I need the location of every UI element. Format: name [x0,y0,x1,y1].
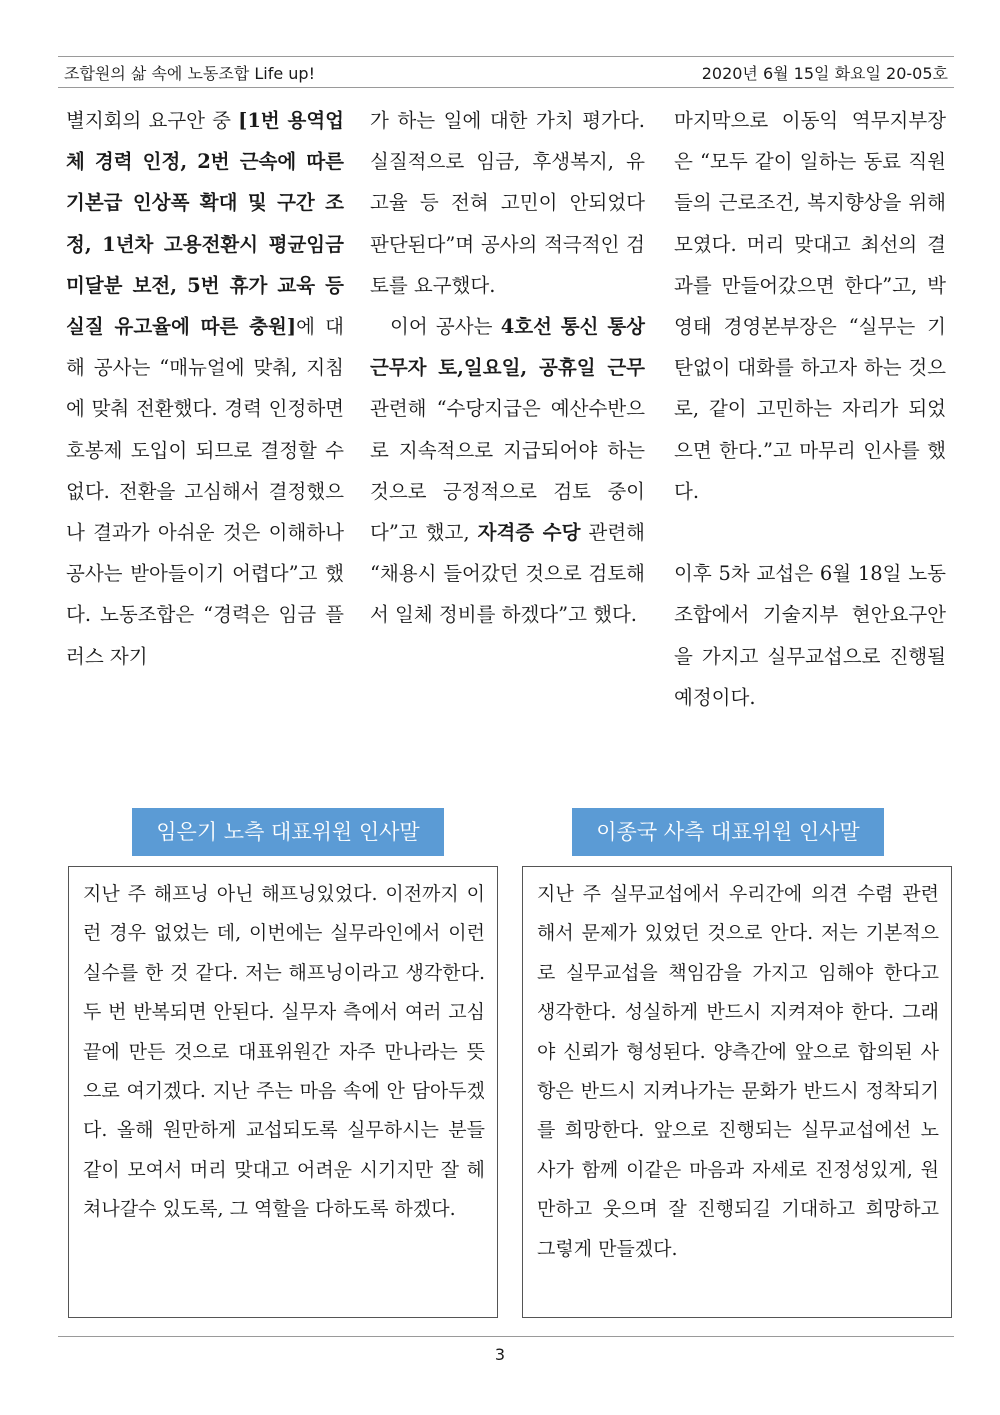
paragraph-gap [674,512,946,553]
text-span: 관련해 “수당지급은 예산수반으로 지속적으로 지급되어야 하는 것으로 긍정적으로 검토 중이다”고 했고, [370,397,645,545]
article-column-3 [674,100,946,718]
footer-divider [58,1336,954,1337]
bold-term: 자격증 수당 [477,521,581,545]
column-1-paragraph [66,100,344,677]
bold-demands: [1번 용역업체 경력 인정, 2번 근속에 따른 기본급 인상폭 확대 및 구간 조정, 1년차 고용전환시 평균임금 미달분 보전, 5번 휴가 교육 등 실질 유고율에 따른 충원] [66,109,344,339]
bold-term: 4호선 통신 통상근무자 토,일요일, 공휴일 근무 [370,315,645,380]
issue-date: 2020년 6월 15일 화요일 20-05호 [701,64,948,83]
management-rep-title: 이종국 사측 대표위원 인사말 [572,808,884,856]
column-3-paragraph-2: 이후 5차 교섭은 6월 18일 노동조합에서 기술지부 현안요구안을 가지고 실무교섭으로 진행될 예정이다. [674,562,946,709]
column-2-paragraph-1: 가 하는 일에 대한 가치 평가다. 실질적으로 임금, 후생복지, 유고율 등 전혀 고민이 안되었다 판단된다”며 공사의 적극적인 검토를 요구했다. [370,109,645,297]
article-column-2 [370,100,645,636]
text-span: 별지회의 요구안 중 [66,109,239,132]
column-3-paragraph-1: 마지막으로 이동익 역무지부장은 “모두 같이 일하는 동료 직원들의 근로조건, 복지향상을 위해 모였다. 머리 맞대고 최선의 결과를 만들어갔으면 한다”고, 박영태 경영본부장은 “실무는 기탄없이 대화를 하고자 하는 것으로, 같이 고민하는 자리가 되었으면 한다.”고 마무리 인사를 했다. [674,109,946,503]
labor-rep-title: 임은기 노측 대표위원 인사말 [132,808,444,856]
text-span: 이어 공사는 [390,315,501,339]
newsletter-slogan: 조합원의 삶 속에 노동조합 Life up! [64,64,315,83]
management-rep-greeting-box [522,866,952,1318]
page-header [58,56,954,88]
page-number: 3 [494,1345,506,1364]
labor-rep-greeting-box [68,866,498,1318]
article-column-1 [66,100,344,677]
text-span: 에 대해 공사는 “매뉴얼에 맞춰, 지침에 맞춰 전환했다. 경력 인정하면 호봉제 도입이 되므로 결정할 수 없다. 전환을 고심해서 결정했으나 결과가 아쉬운 것은 이해하나 공사는 받아들이기 어렵다”고 했다. 노동조합은 “경력은 임금 플러스 자기 [66,315,345,668]
labor-rep-greeting-text: 지난 주 해프닝 아닌 해프닝있었다. 이전까지 이런 경우 없었는 데, 이번에는 실무라인에서 이런 실수를 한 것 같다. 저는 해프닝이라고 생각한다. 두 번 반복되면 안된다. 실무자 측에서 여러 고심 끝에 만든 것으로 대표위원간 자주 만나라는 뜻으로 여기겠다. 지난 주는 마음 속에 안 담아두겠다. 올해 원만하게 교섭되도록 실무하시는 분들 같이 모여서 머리 맞대고 어려운 시기지만 잘 헤쳐나갈수 있도록, 그 역할을 다하도록 하겠다. [83,883,485,1221]
management-rep-greeting-text: 지난 주 실무교섭에서 우리간에 의견 수렴 관련해서 문제가 있었던 것으로 안다. 저는 기본적으로 실무교섭을 책임감을 가지고 임해야 한다고 생각한다. 성실하게 반드시 지켜져야 한다. 그래야 신뢰가 형성된다. 양측간에 앞으로 합의된 사항은 반드시 지켜나가는 문화가 반드시 정착되기를 희망한다. 앞으로 진행되는 실무교섭에선 노사가 함께 이같은 마음과 자세로 진정성있게, 원만하고 웃으며 잘 진행되길 기대하고 희망하고 그렇게 만들겠다. [537,883,939,1260]
text-span: 관련해 “채용시 들어갔던 것으로 검토해서 일체 정비를 하겠다”고 했다. [370,521,645,627]
column-2-paragraph-2 [370,306,645,636]
